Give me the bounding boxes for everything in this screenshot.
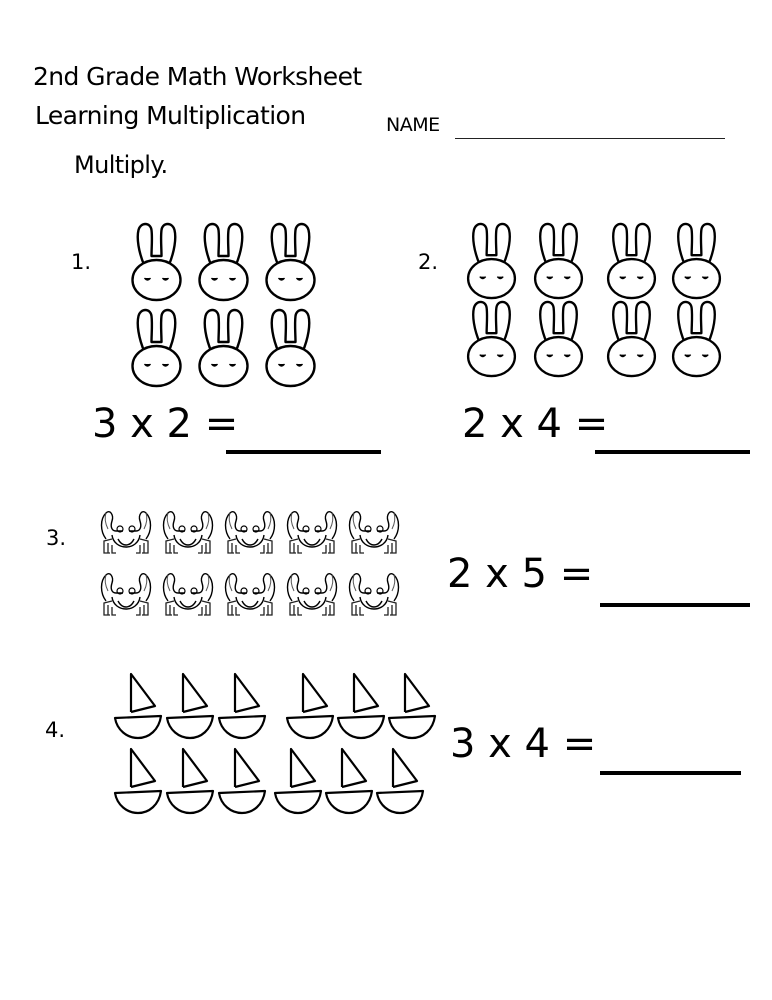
picture-group (465, 222, 719, 378)
bunny-icon (197, 308, 250, 388)
worksheet-title: 2nd Grade Math Worksheet (33, 62, 362, 91)
crab-icon (284, 569, 340, 619)
problem-number: 1. (71, 250, 92, 274)
worksheet-subtitle: Learning Multiplication (35, 101, 306, 130)
name-field[interactable] (455, 138, 725, 139)
crab-icon (284, 507, 340, 557)
equation: 2 x 5 = (447, 551, 594, 597)
crab-icon (160, 569, 216, 619)
bunny-icon (465, 300, 518, 378)
bunny-icon (670, 222, 723, 300)
crab-icon (160, 507, 216, 557)
sailboat-icon (375, 747, 425, 815)
sailboat-icon (165, 747, 215, 815)
answer-blank[interactable] (226, 450, 381, 454)
bunny-icon (264, 308, 317, 388)
crab-icon (222, 569, 278, 619)
bunny-icon (532, 222, 585, 300)
sailboat-icon (165, 672, 215, 740)
crab-icon (98, 507, 154, 557)
crab-icon (346, 507, 402, 557)
sailboat-icon (273, 747, 323, 815)
picture-row-2 (113, 747, 443, 822)
answer-blank[interactable] (600, 603, 750, 607)
sailboat-icon (285, 672, 335, 740)
bunny-icon (197, 222, 250, 302)
picture-group (98, 507, 402, 619)
sailboat-icon (113, 747, 163, 815)
equation: 2 x 4 = (462, 401, 609, 447)
bunny-icon (264, 222, 317, 302)
picture-group (130, 222, 317, 388)
equation: 3 x 4 = (450, 721, 597, 767)
bunny-icon (465, 222, 518, 300)
bunny-icon (130, 222, 183, 302)
problem-number: 2. (418, 250, 439, 274)
bunny-icon (130, 308, 183, 388)
problem-number: 3. (46, 526, 67, 550)
name-label: NAME (386, 114, 440, 136)
bunny-icon (532, 300, 585, 378)
crab-icon (222, 507, 278, 557)
answer-blank[interactable] (600, 771, 741, 775)
instructions: Multiply. (74, 151, 168, 179)
bunny-icon (605, 300, 658, 378)
picture-row-1 (113, 672, 443, 747)
crab-icon (98, 569, 154, 619)
crab-icon (346, 569, 402, 619)
equation: 3 x 2 = (92, 401, 239, 447)
sailboat-icon (217, 672, 267, 740)
sailboat-icon (113, 672, 163, 740)
answer-blank[interactable] (595, 450, 750, 454)
sailboat-icon (324, 747, 374, 815)
bunny-icon (670, 300, 723, 378)
bunny-icon (605, 222, 658, 300)
problem-number: 4. (45, 718, 66, 742)
sailboat-icon (336, 672, 386, 740)
sailboat-icon (217, 747, 267, 815)
sailboat-icon (387, 672, 437, 740)
